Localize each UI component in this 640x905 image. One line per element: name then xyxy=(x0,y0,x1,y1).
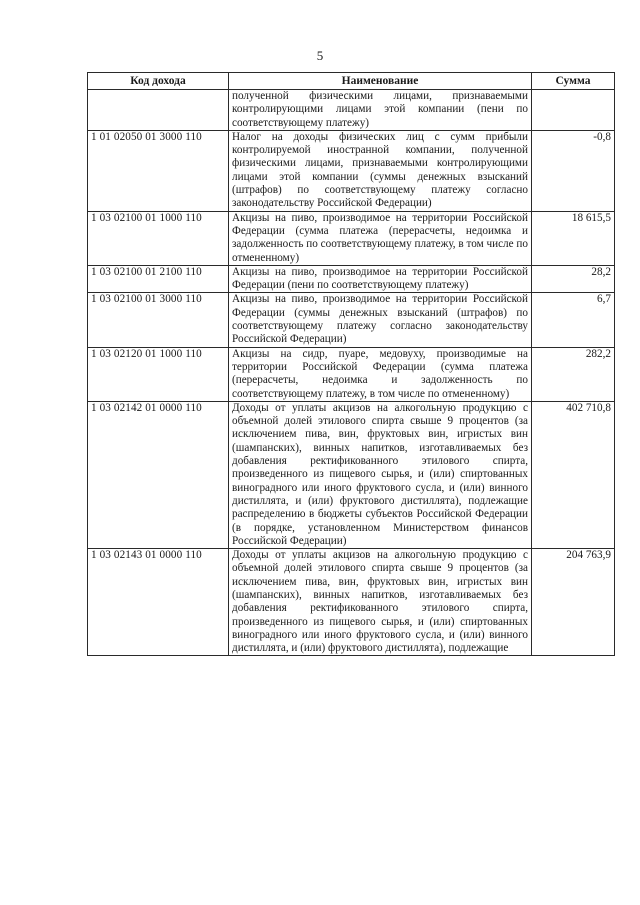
revenue-sum: 402 710,8 xyxy=(532,401,615,548)
table-row xyxy=(88,90,615,131)
table-row xyxy=(88,293,615,347)
revenue-name: Акцизы на пиво, производимое на территории Российской Федерации (пени по соответствующему платежу) xyxy=(229,265,532,293)
table-row xyxy=(88,549,615,656)
revenue-sum xyxy=(532,90,615,131)
revenue-name: Доходы от уплаты акцизов на алкогольную продукцию с объемной долей этилового спирта свыше 9 процентов (за исключением пива, вин, фруктовых вин, игристых вин (шампанских), винных напитков, изготавливаемых без добавления ректификованного этилового спирта, произведенного из пищевого сырья, и (или) спиртованных виноградного или иного фруктового сусла, и (или) винного дистиллята, и (или) фруктового дистиллята), подлежащие распределению в бюджеты субъектов Российской Федерации (в порядке, установленном Министерством финансов Российской Федерации) xyxy=(229,401,532,548)
revenue-table xyxy=(87,72,615,656)
revenue-name: Акцизы на пиво, производимое на территории Российской Федерации (сумма платежа (перерасчеты, недоимка и задолженность по соответствующему платежу, в том числе по отмененному) xyxy=(229,211,532,265)
revenue-code: 1 03 02100 01 3000 110 xyxy=(88,293,229,347)
table-row xyxy=(88,401,615,548)
revenue-code: 1 03 02142 01 0000 110 xyxy=(88,401,229,548)
revenue-code: 1 03 02143 01 0000 110 xyxy=(88,549,229,656)
revenue-sum: 204 763,9 xyxy=(532,549,615,656)
revenue-code: 1 03 02100 01 1000 110 xyxy=(88,211,229,265)
table-row xyxy=(88,211,615,265)
page-number: 5 xyxy=(316,48,324,63)
revenue-sum: 282,2 xyxy=(532,347,615,401)
header-name: Наименование xyxy=(229,73,532,90)
table-header-row xyxy=(88,73,615,90)
revenue-sum: 6,7 xyxy=(532,293,615,347)
revenue-code: 1 03 02100 01 2100 110 xyxy=(88,265,229,293)
table-row xyxy=(88,265,615,293)
header-code: Код дохода xyxy=(88,73,229,90)
revenue-name: Акцизы на сидр, пуаре, медовуху, производимые на территории Российской Федерации (сумма платежа (перерасчеты, недоимка и задолженность по соответствующему платежу, в том числе по отмененному) xyxy=(229,347,532,401)
revenue-name: Доходы от уплаты акцизов на алкогольную продукцию с объемной долей этилового спирта свыше 9 процентов (за исключением пива, вин, фруктовых вин, игристых вин (шампанских), винных напитков, изготавливаемых без добавления ректификованного этилового спирта, произведенного из пищевого сырья, и (или) спиртованных виноградного или иного фруктового сусла, и (или) винного дистиллята, и (или) фруктового дистиллята), подлежащие xyxy=(229,549,532,656)
revenue-sum: 18 615,5 xyxy=(532,211,615,265)
revenue-sum: -0,8 xyxy=(532,130,615,211)
revenue-code: 1 03 02120 01 1000 110 xyxy=(88,347,229,401)
revenue-name: Налог на доходы физических лиц с сумм прибыли контролируемой иностранной компании, полученной физическими лицами, признаваемыми контролирующими лицами этой компании (суммы денежных взысканий (штрафов) по соответствующему платежу согласно законодательству Российской Федерации) xyxy=(229,130,532,211)
revenue-name: Акцизы на пиво, производимое на территории Российской Федерации (суммы денежных взысканий (штрафов) по соответствующему платежу согласно законодательству Российской Федерации) xyxy=(229,293,532,347)
table-row xyxy=(88,347,615,401)
header-sum: Сумма xyxy=(532,73,615,90)
revenue-sum: 28,2 xyxy=(532,265,615,293)
revenue-code: 1 01 02050 01 3000 110 xyxy=(88,130,229,211)
revenue-code xyxy=(88,90,229,131)
table-row xyxy=(88,130,615,211)
revenue-name: полученной физическими лицами, признаваемыми контролирующими лицами этой компании (пени по соответствующему платежу) xyxy=(229,90,532,131)
